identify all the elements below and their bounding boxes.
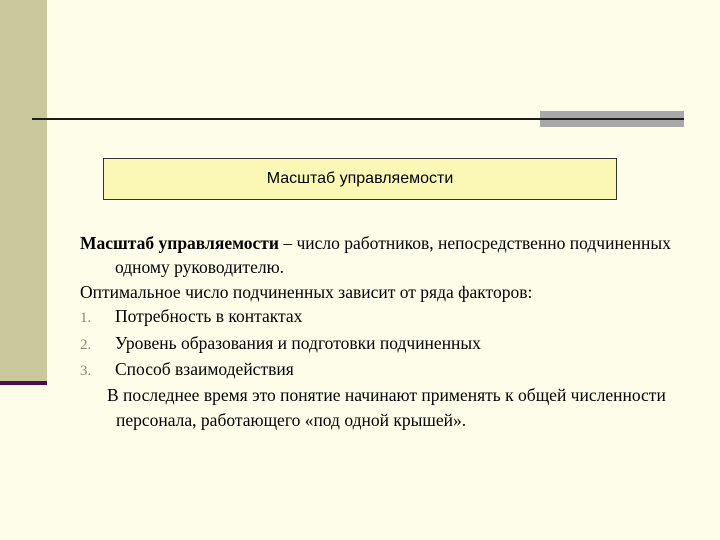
left-accent-line xyxy=(0,381,47,385)
list-text: Потребность в контактах xyxy=(115,306,303,327)
closing-paragraph: В последнее время это понятие начинают применять к общей численности персонала, работающего «под одной крышей». xyxy=(107,385,666,430)
list-number: 2. xyxy=(80,336,92,353)
slide-body xyxy=(80,231,680,432)
list-text: Уровень образования и подготовки подчиненных xyxy=(115,332,481,353)
list-item xyxy=(80,331,680,357)
slide-title: Масштаб управляемости xyxy=(266,170,454,187)
left-decor-bar xyxy=(0,0,47,385)
optimal-text: Оптимальное число подчиненных зависит от ряда факторов: xyxy=(80,281,533,302)
list-number: 1. xyxy=(80,310,92,327)
right-divider-line xyxy=(540,118,684,120)
list-text: Способ взаимодействия xyxy=(115,359,294,380)
top-divider-line xyxy=(32,118,540,120)
list-item xyxy=(80,357,680,383)
list-item xyxy=(80,304,680,330)
list-number: 3. xyxy=(80,363,92,380)
slide-title-box xyxy=(103,158,617,200)
definition-paragraph xyxy=(80,231,680,280)
definition-term: Масштаб управляемости xyxy=(80,233,279,253)
definition-text: – число работников, непосредственно подчиненных одному руководителю. xyxy=(115,233,671,278)
